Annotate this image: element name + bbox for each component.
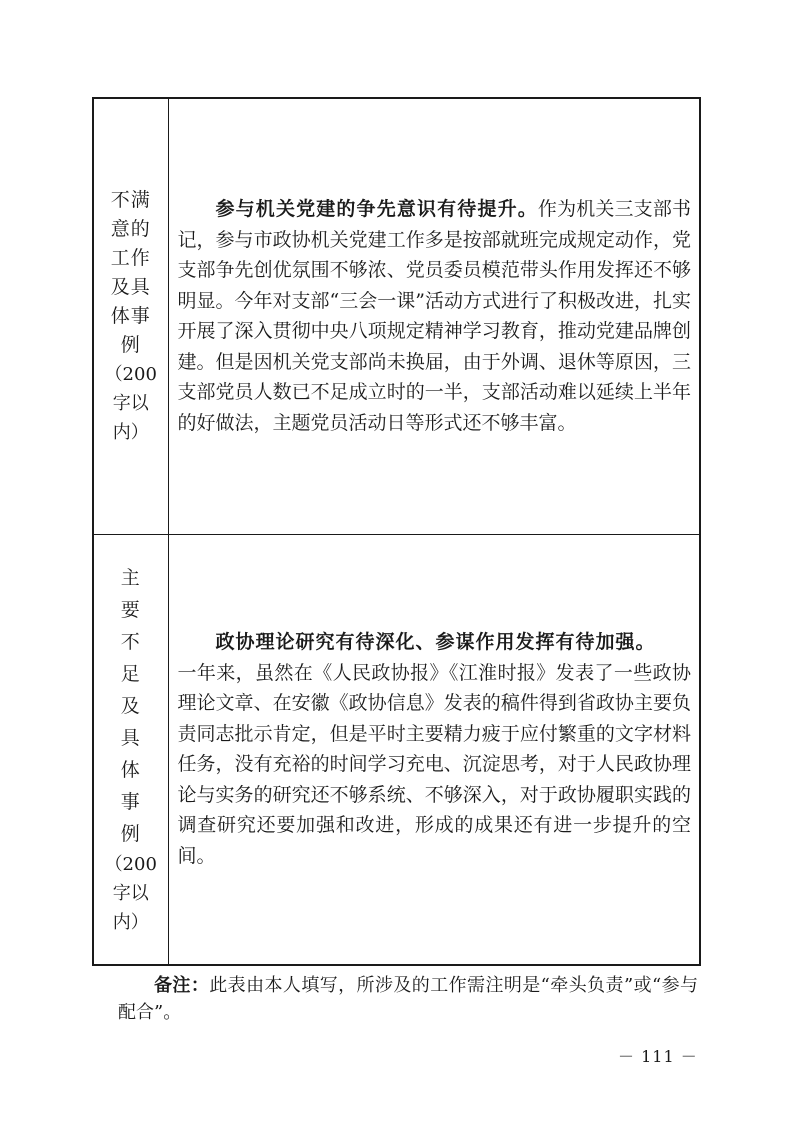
row-label-note: （200字以内） — [104, 363, 157, 443]
row-content-main-shortcomings — [168, 534, 700, 965]
content-paragraph — [178, 194, 692, 438]
evaluation-form-table — [92, 97, 701, 966]
row-label-main-shortcomings — [93, 534, 168, 965]
row-content-unsatisfied-work — [168, 98, 700, 534]
table-row-main-shortcomings — [93, 534, 700, 965]
footnote — [118, 972, 698, 1026]
footnote-text: 此表由本人填写，所涉及的工作需注明是“牵头负责”或“参与配合”。 — [118, 975, 699, 1023]
content-heading: 政协理论研究有待深化、参谋作用发挥有待加强。 — [215, 631, 656, 654]
content-heading: 参与机关党建的争先意识有待提升。 — [215, 198, 538, 221]
row-label-unsatisfied-work — [93, 98, 168, 534]
content-body: 一年来，虽然在《人民政协报》《江淮时报》发表了一些政协理论文章、在安徽《政协信息》发表的稿件得到省政协主要负责同志批示肯定，但是平时主要精力疲于应付繁重的文字材料任务，没有充裕的时间学习充电、沉淀思考，对于人民政协理论与实务的研究还不够系统、不够深入，对于政协履职实践的调查研究还要加强和改进，形成的成果还有进一步提升的空间。 — [177, 661, 691, 867]
page-number: － 111 － — [618, 1047, 698, 1066]
row-label-main: 不满意的工作及具体事例 — [110, 188, 151, 356]
content-body: 作为机关三支部书记，参与市政协机关党建工作多是按部就班完成规定动作，党支部争先创优氛围不够浓、党员委员模范带头作用发挥还不够明显。今年对支部“三会一课”活动方式进行了积极改进，扎实开展了深入贯彻中央八项规定精神学习教育，推动党建品牌创建。但是因机关党支部尚未换届，由于外调、退休等原因，三支部党员人数已不足成立时的一半，支部活动难以延续上半年的好做法，主题党员活动日等形式还不够丰富。 — [177, 198, 691, 434]
row-label-note: （200字以内） — [104, 853, 157, 933]
row-label-main: 主要不足及具体事例 — [120, 566, 141, 845]
table-row-unsatisfied-work — [93, 98, 700, 534]
footnote-label: 备注： — [154, 975, 210, 996]
